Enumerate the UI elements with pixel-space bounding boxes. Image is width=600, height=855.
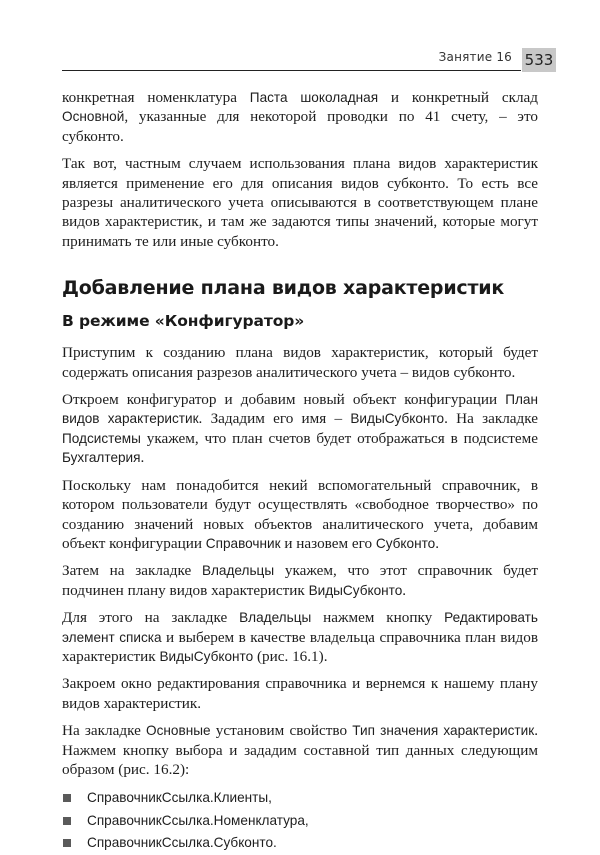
paragraph [62, 476, 538, 554]
paragraph: Приступим к созданию плана видов характеристик, который будет содержать описания разрезов аналитического учета – видов субконто. [62, 344, 538, 381]
ui-term: Бухгалтерия [62, 450, 141, 466]
list-item-text: СправочникСсылка.Клиенты, [87, 790, 272, 806]
text: . [140, 449, 145, 467]
list-item [62, 787, 538, 810]
text: укажем, что план счетов будет отображаться в подсистеме [140, 429, 538, 447]
ui-term: Основные [146, 723, 211, 739]
list-item [62, 810, 538, 833]
square-bullet-icon [63, 794, 71, 802]
paragraph [62, 390, 538, 468]
ui-term: Владельцы [201, 563, 275, 579]
header-rule [62, 70, 521, 71]
text: . Зададим его имя – [198, 410, 351, 428]
text: Откроем конфигуратор и добавим новый объект конфигурации [62, 391, 506, 409]
ui-term: Подсистемы [62, 430, 141, 446]
page-header [62, 46, 556, 72]
text: конкретная номенклатура [62, 89, 250, 106]
text: и выберем в качестве владельца справочника план видов характеристик [62, 628, 538, 665]
square-bullet-icon [63, 839, 71, 847]
paragraph [62, 721, 538, 779]
text: укажем, что этот справочник будет подчинен плану видов характеристик [62, 562, 538, 599]
page-body [62, 88, 538, 855]
text: нажмем кнопку [311, 609, 445, 627]
text: . [435, 534, 440, 552]
list-item-text: СправочникСсылка.Номенклатура, [87, 812, 309, 828]
text: и конкретный склад [378, 89, 539, 106]
paragraph [62, 88, 538, 146]
ui-term: Паста шоколадная [249, 90, 379, 105]
text: . [402, 581, 407, 599]
ui-term: ВидыСубконто [308, 582, 403, 598]
text: Для этого на закладке [62, 609, 240, 627]
section-title: Добавление плана видов характеристик [62, 277, 505, 300]
ui-term: Тип значения характеристик [352, 723, 535, 739]
text: установим свойство [210, 722, 353, 740]
subsection-title: В режиме «Конфигуратор» [62, 312, 305, 331]
ui-term: Основной [62, 109, 125, 125]
paragraph [62, 561, 538, 600]
list-item-text: СправочникСсылка.Субконто. [87, 835, 277, 851]
text: (рис. 16.1). [253, 647, 328, 665]
paragraph [62, 608, 538, 666]
text: На закладке [62, 722, 147, 740]
text: Затем на закладке [62, 562, 202, 580]
page-number: 533 [522, 48, 556, 72]
text: и назовем его [280, 534, 376, 552]
bullet-list [62, 787, 538, 855]
text: . На закладке [444, 410, 538, 428]
ui-term: Редактировать элемент списка [62, 610, 538, 645]
text: . Нажмем кнопку выбора и зададим составной тип данных следующим образом (рис. 16.2): [62, 722, 538, 778]
list-item [62, 832, 538, 855]
ui-term: ВидыСубконто [159, 648, 254, 664]
chapter-label: Занятие 16 [438, 50, 512, 64]
paragraph: Закроем окно редактирования справочника и вернемся к нашему плану видов характеристик. [62, 675, 538, 712]
ui-term: ВидыСубконто [350, 411, 445, 427]
square-bullet-icon [63, 817, 71, 825]
ui-term: План видов характеристик [62, 392, 538, 427]
ui-term: Справочник [205, 535, 281, 551]
ui-term: Субконто [375, 535, 436, 551]
ui-term: Владельцы [239, 610, 312, 626]
text: Поскольку нам понадобится некий вспомогательный справочник, в котором пользователи будут осуществлять «свободное творчество» по созданию значений новых объектов аналитического учета, добавим объект конфигурации [62, 476, 538, 552]
text: , указанные для некоторой проводки по 41 счету, – это субконто. [62, 108, 538, 145]
paragraph: Так вот, частным случаем использования плана видов характеристик является применение его для описания видов субконто. То есть все разрезы аналитического учета описываются в соответствующем плане видов характеристик, и там же задаются типы значений, которые могут принимать те или иные субконто. [62, 155, 538, 250]
